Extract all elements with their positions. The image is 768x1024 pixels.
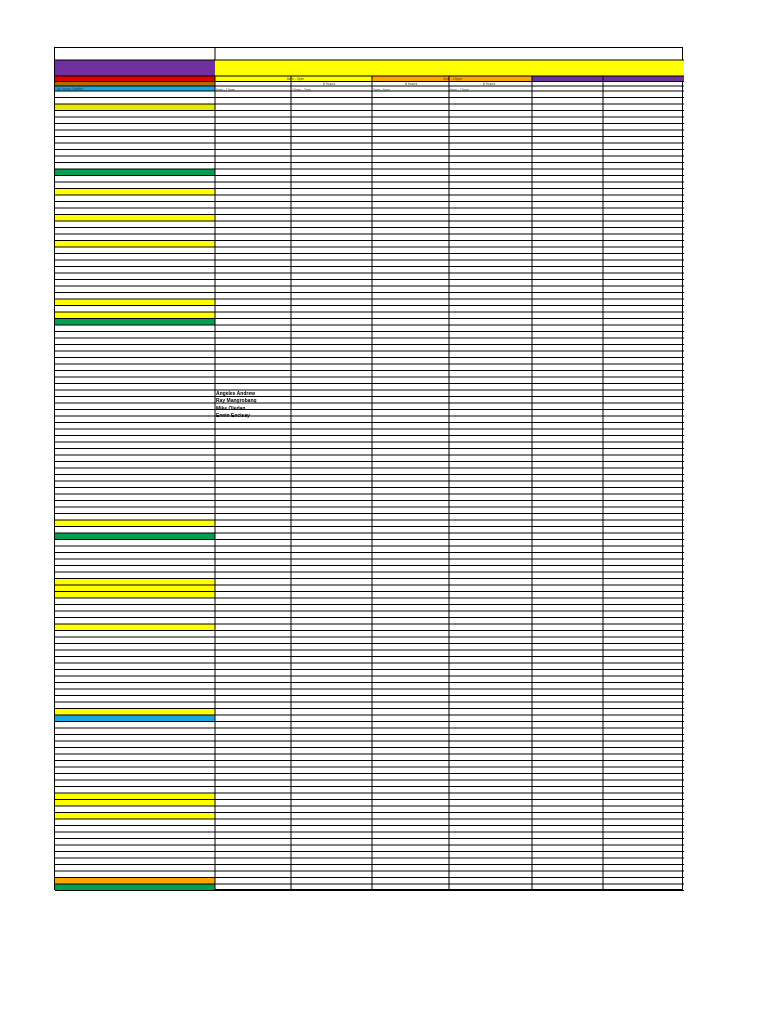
schedule-spreadsheet: [54, 47, 683, 890]
col-header-3: 2pm - 6pm: [373, 87, 390, 92]
name-column-highlight: [55, 299, 215, 306]
name-column-highlight: [55, 793, 215, 800]
name-column-highlight: [55, 104, 215, 111]
name-column-highlight: [55, 579, 215, 586]
name-column-highlight: [55, 878, 215, 885]
header-brown-band: [55, 82, 215, 87]
name-column-highlight: [55, 800, 215, 807]
shift-2-hours-b: 8 Hours: [483, 81, 496, 86]
shift-1-hours: 8 Hours: [323, 81, 336, 86]
name-column-highlight: [55, 319, 215, 326]
header-purple-band: [55, 60, 215, 76]
col-header-2: 10am - 2pm: [292, 87, 311, 92]
col-header-1: 6am - 10am: [216, 87, 235, 92]
name-column-highlight: [55, 884, 215, 891]
header-yellow-band: [215, 60, 684, 76]
name-column-highlight: [55, 715, 215, 722]
name-column-highlight: [55, 592, 215, 599]
header-red-band: [55, 76, 215, 82]
name-column-highlight: [55, 189, 215, 196]
name-column-highlight: [55, 585, 215, 592]
col-header-4: 6pm - 10pm: [450, 87, 469, 92]
staff-name-3: Mike Oledan: [216, 405, 246, 412]
spreadsheet-grid: [55, 48, 684, 891]
shift-2-hours-a: 8 Hours: [405, 81, 418, 86]
name-column-highlight: [55, 813, 215, 820]
shift-3-purple-band: [532, 76, 684, 82]
name-column-highlight: [55, 709, 215, 716]
shift-1-label: 6am - 2pm: [287, 76, 304, 81]
name-column-highlight: [55, 533, 215, 540]
shift-2-label: 2pm - 10pm: [443, 76, 462, 81]
all-hours-staffed-label: All Hours Staffed: [57, 86, 84, 91]
staff-name-1: Angeles Andrew: [216, 390, 255, 397]
staff-name-2: Ray Mangrobang: [216, 397, 257, 404]
name-column-highlight: [55, 215, 215, 222]
staff-name-4: Erwin Encisay: [216, 412, 250, 419]
name-column-highlight: [55, 312, 215, 319]
name-column-highlight: [55, 241, 215, 248]
name-column-highlight: [55, 624, 215, 631]
name-column-highlight: [55, 169, 215, 176]
name-column-highlight: [55, 520, 215, 527]
